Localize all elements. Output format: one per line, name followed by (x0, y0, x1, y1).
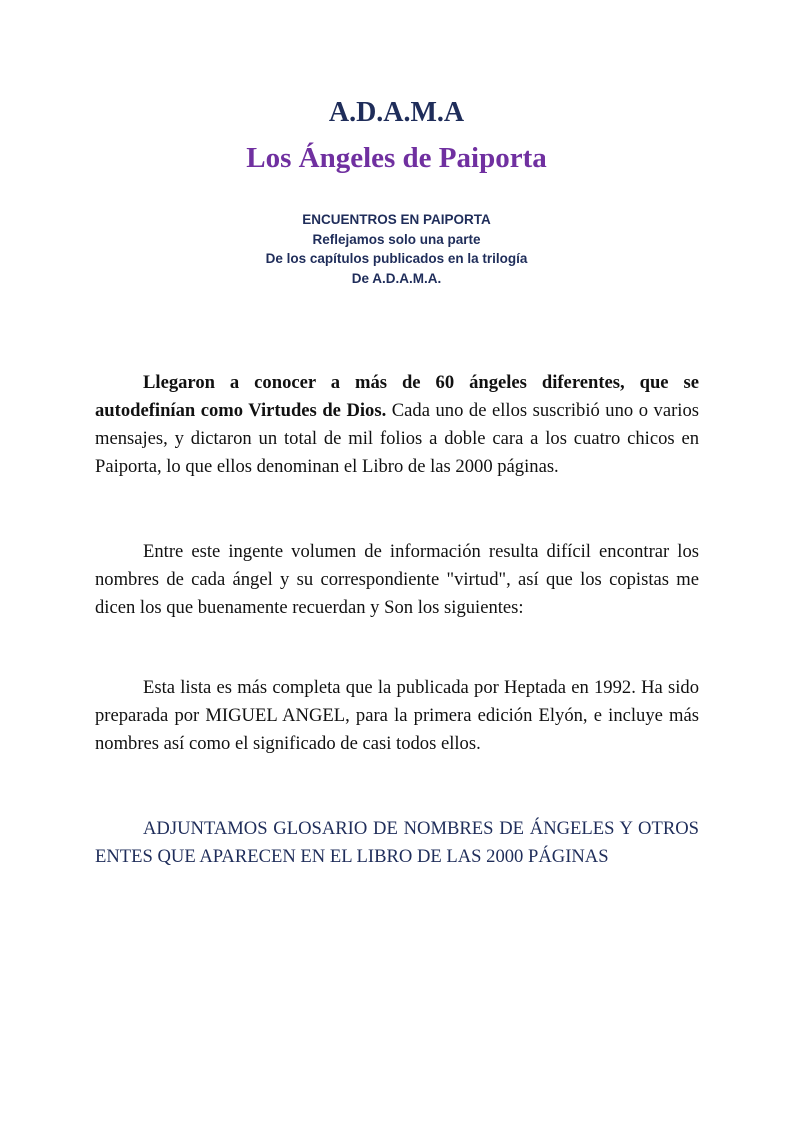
paragraph-1-bold: Llegaron a conocer a más de 60 ángeles diferentes, que se autodefinían como Virtudes de Dios. (95, 372, 699, 421)
intro-line: De los capítulos publicados en la trilogía (265, 251, 528, 266)
paragraph-2: Entre este ingente volumen de información resulta difícil encontrar los nombres de cada ángel y su correspondiente "virtud", así que los copistas me dicen los que buenamente recuerdan y Son los siguientes: (95, 541, 699, 618)
page-subtitle: Los Ángeles de Paiporta (246, 142, 547, 174)
intro-line: Reflejamos solo una parte (312, 231, 481, 247)
intro-line: De A.D.A.M.A. (351, 270, 442, 286)
intro-block (0, 210, 793, 288)
paragraph-3: Esta lista es más completa que la publicada por Heptada en 1992. Ha sido preparada por MIGUEL ANGEL, para la primera edición Elyón, e incluye más nombres así como el significado de casi todos ellos. (95, 677, 699, 754)
page-title: A.D.A.M.A (328, 97, 465, 128)
paragraph-1 (95, 369, 699, 481)
paragraph-4: ADJUNTAMOS GLOSARIO DE NOMBRES DE ÁNGELES Y OTROS ENTES QUE APARECEN EN EL LIBRO DE LAS 2000 PÁGINAS (95, 818, 699, 867)
intro-line: ENCUENTROS EN PAIPORTA (302, 212, 491, 227)
paragraph-1-text: Cada uno de ellos suscribió uno o varios mensajes, y dictaron un total de mil folios a doble cara a los cuatro chicos en Paiporta, lo que ellos denominan el Libro de las 2000 páginas. (95, 400, 699, 477)
